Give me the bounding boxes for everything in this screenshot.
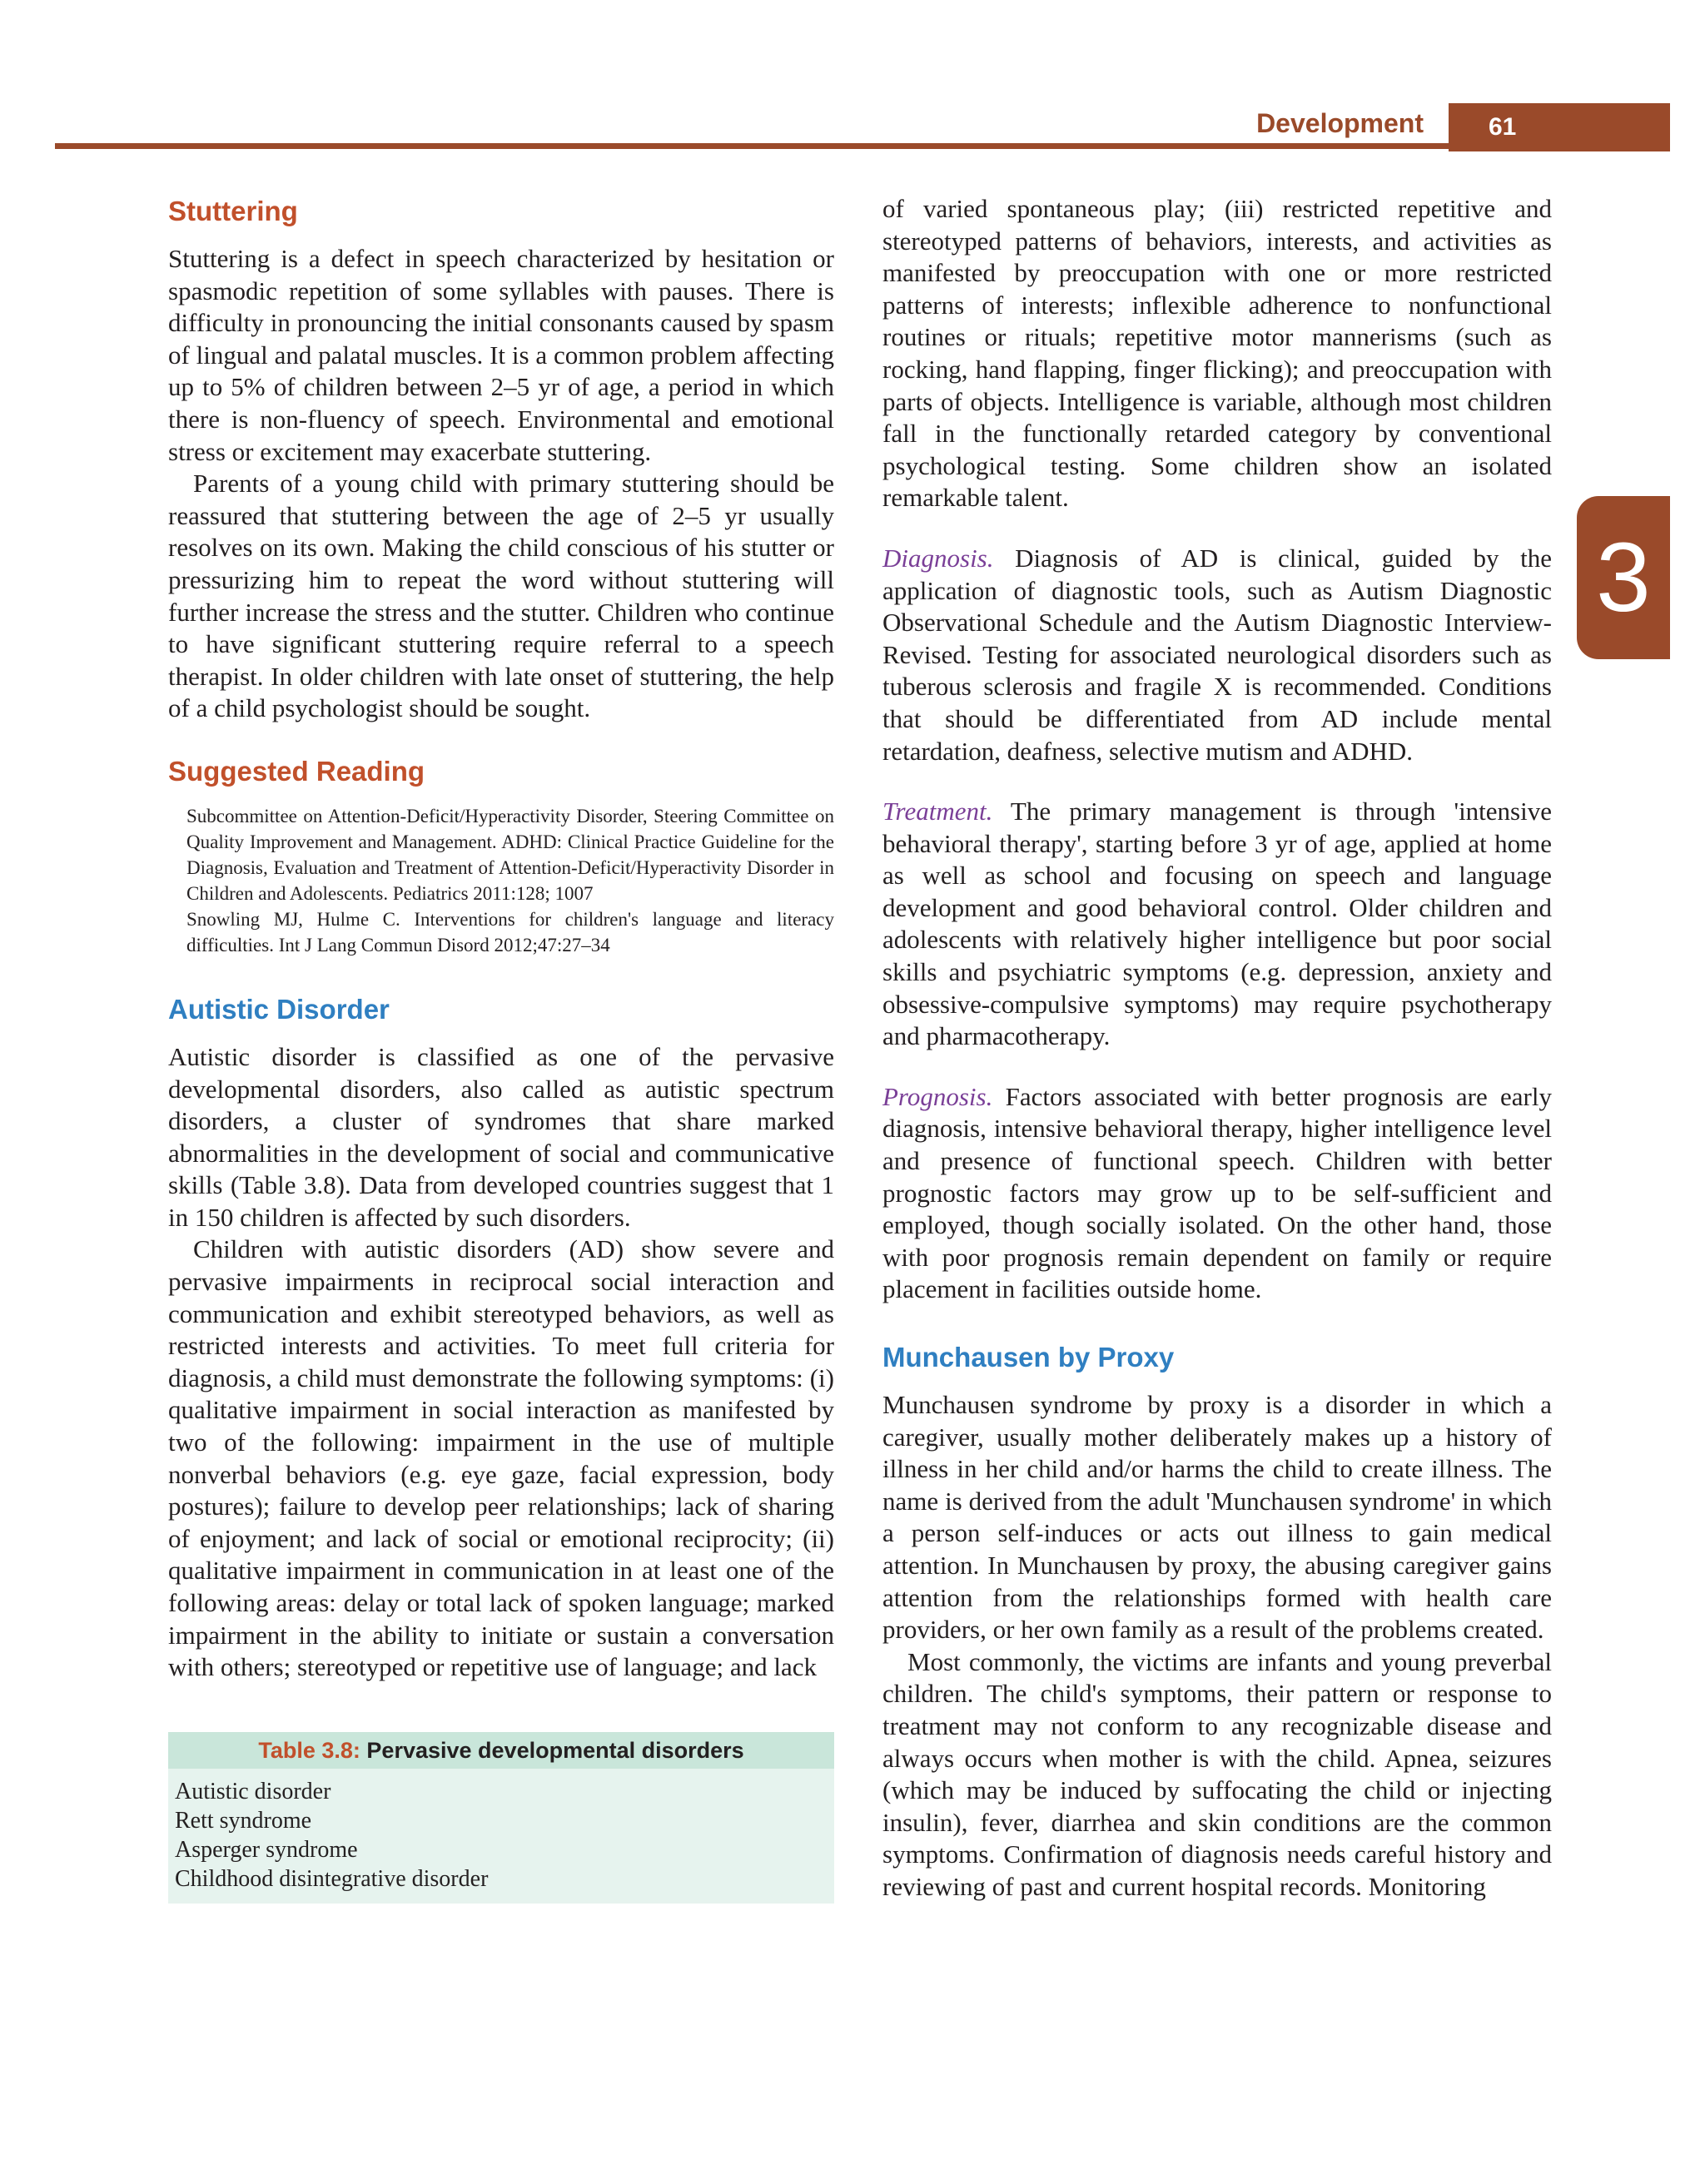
table-label: Table 3.8: [258, 1737, 360, 1763]
treatment-lead: Treatment. [882, 797, 993, 826]
treatment-text: The primary management is through 'intensive behavioral therapy', starting before 3 yr of age, applied at home as well as school and focusing on speech and language development and good behavioral control. Older children and adolescents with relatively higher intelligence but poor social skills and psychiatric symptoms (e.g. depression, anxiety and obsessive-compulsive symptoms) may require psychotherapy and pharmacotherapy. [882, 797, 1552, 1051]
chapter-tab: 3 [1577, 496, 1670, 659]
table-row: Autistic disorder [175, 1778, 331, 1804]
running-header-title: Development [1256, 108, 1424, 138]
stuttering-paragraph-1: Stuttering is a defect in speech characterized by hesitation or spasmodic repetition of some syllables with pauses. There is difficulty in pronouncing the initial consonants caused by spasm of lingual and palatal muscles. It is a common problem affecting up to 5% of children between 2–5 yr of age, a period in which there is non-fluency of speech. Environmental and emotional stress or excitement may exacerbate stuttering. [168, 244, 834, 466]
prognosis-lead: Prognosis. [882, 1081, 993, 1111]
table-title: Pervasive developmental disorders [366, 1737, 744, 1763]
reference-item: Subcommittee on Attention-Deficit/Hyperactivity Disorder, Steering Committee on Quality Improvement and Management. ADHD: Clinical Practice Guideline for the Diagnosis, Evaluation and Treatment of Attention-Deficit/Hyperactivity Disorder in Children and Adolescents. Pediatrics 2011:128; 1007 [186, 805, 834, 904]
stuttering-paragraph-2: Parents of a young child with primary stuttering should be reassured that stuttering between the age of 2–5 yr usually resolves on its own. Making the child conscious of his stutter or pressurizing him to repeat the word without stuttering will further increase the stress and the stutter. Children who continue to have significant stuttering require referral to a speech therapist. In older children with late onset of stuttering, the help of a child psychologist should be sought. [168, 469, 834, 723]
suggested-reading-heading: Suggested Reading [168, 755, 425, 787]
autistic-paragraph-continued: of varied spontaneous play; (iii) restricted repetitive and stereotyped patterns of behaviors, interests, and activities as manifested by preoccupation with one or more restricted patterns of interests; inflexible adherence to nonfunctional routines or rituals; repetitive motor mannerisms (such as rocking, hand flapping, finger flicking); and preoccupation with parts of objects. Intelligence is variable, although most children fall in the functionally retarded category by conventional psychological testing. Some children show an isolated remarkable talent. [882, 194, 1552, 513]
reference-item: Snowling MJ, Hulme C. Interventions for children's language and literacy difficulties. Int J Lang Commun Disord 2012;47:27–34 [186, 908, 834, 956]
reference-list [168, 803, 834, 958]
autistic-disorder-heading: Autistic Disorder [168, 993, 390, 1025]
prognosis-paragraph [882, 1081, 1552, 1306]
munchausen-heading: Munchausen by Proxy [882, 1342, 1175, 1372]
treatment-paragraph [882, 796, 1552, 1053]
diagnosis-paragraph [882, 543, 1552, 767]
munchausen-paragraph-1: Munchausen syndrome by proxy is a disorder in which a caregiver, usually mother deliberately makes up a history of illness in her child and/or harms the child to create illness. The name is derived from the adult 'Munchausen syndrome' in which a person self-induces or acts out illness to gain medical attention. In Munchausen by proxy, the abusing caregiver gains attention from the relationships formed with health care providers, or her own family as a result of the problems created. [882, 1390, 1552, 1645]
table-3-8 [168, 1732, 834, 1904]
table-row: Asperger syndrome [175, 1836, 358, 1863]
diagnosis-lead: Diagnosis. [882, 543, 994, 573]
autistic-paragraph-2: Children with autistic disorders (AD) show severe and pervasive impairments in reciprocal social interaction and communication and exhibit stereotyped behaviors, as well as restricted interests and activities. To meet full criteria for diagnosis, a child must demonstrate the following symptoms: (i) qualitative impairment in social interaction as manifested by two of the following: impairment in the use of multiple nonverbal behaviors (e.g. eye gaze, facial expression, body postures); failure to develop peer relationships; lack of sharing of enjoyment; and lack of social or emotional reciprocity; (ii) qualitative impairment in communication in at least one of the following areas: delay or total lack of spoken language; marked impairment in the ability to initiate or sustain a conversation with others; stereotyped or repetitive use of language; and lack [168, 1234, 834, 1682]
page-number: 61 [1449, 103, 1670, 151]
table-row: Childhood disintegrative disorder [175, 1865, 489, 1892]
autistic-paragraph-1: Autistic disorder is classified as one of the pervasive developmental disorders, also called as autistic spectrum disorders, a cluster of syndromes that share marked abnormalities in the development of social and communicative skills (Table 3.8). Data from developed countries suggest that 1 in 150 children is affected by such disorders. [168, 1041, 834, 1232]
right-column [882, 193, 1552, 1904]
left-column [168, 193, 834, 1904]
munchausen-paragraph-2: Most commonly, the victims are infants and young preverbal children. The child's symptoms, their pattern or response to treatment may not conform to any recognizable disease and always occurs when mother is with the child. Apnea, seizures (which may be induced by suffocating the child or injecting insulin), fever, diarrhea and skin conditions are the common symptoms. Confirmation of diagnosis needs careful history and reviewing of past and current hospital records. Monitoring [882, 1646, 1552, 1901]
stuttering-heading: Stuttering [168, 196, 298, 226]
diagnosis-text: Diagnosis of AD is clinical, guided by the application of diagnostic tools, such as Autism Diagnostic Observational Schedule and the Autism Diagnostic Interview-Revised. Testing for associated neurological disorders such as tuberous sclerosis and fragile X is recommended. Conditions that should be differentiated from AD include mental retardation, deafness, selective mutism and ADHD. [882, 543, 1552, 766]
table-row: Rett syndrome [175, 1807, 312, 1834]
prognosis-text: Factors associated with better prognosis are early diagnosis, intensive behavioral therapy, higher intelligence level and presence of functional speech. Children with better prognostic factors may grow up to be self-sufficient and employed, though socially isolated. On the other hand, those with poor prognosis remain dependent on family or require placement in facilities outside home. [882, 1081, 1552, 1304]
table-caption [168, 1732, 834, 1769]
header-rule [55, 143, 1670, 149]
